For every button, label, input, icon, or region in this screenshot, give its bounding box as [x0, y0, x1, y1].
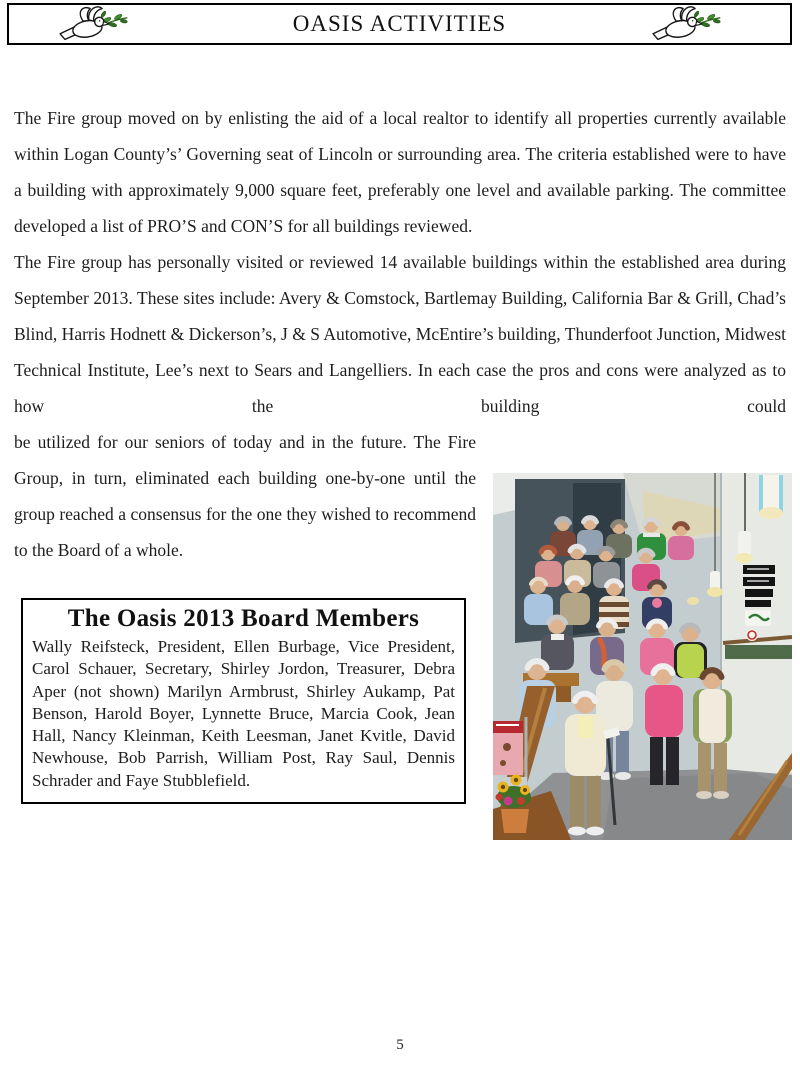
- dove-olive-branch-icon: [644, 3, 728, 45]
- page-number: 5: [396, 1037, 404, 1053]
- board-members-box: [21, 598, 466, 804]
- page-footer: [0, 1036, 800, 1054]
- page-title: OASIS ACTIVITIES: [292, 11, 507, 36]
- board-members-title: The Oasis 2013 Board Members: [67, 605, 420, 632]
- header-banner: [7, 3, 792, 45]
- paragraph-fire-group-realtor: The Fire group moved on by enlisting the aid of a local realtor to identify all properties currently available within Logan County’s’ Governing seat of Lincoln or surrounding area. The criteria established were to have a building with approximately 9,000 square feet, preferably one level and available parking. The committee developed a list of PRO’S and CON’S for all buildings reviewed.: [14, 108, 786, 236]
- paragraph-buildings-visited-continued: be utilized for our seniors of today and in the future. The Fire Group, in turn, eliminated each building one-by-one until the group reached a consensus for the one they wished to recommend to the Board of a whole.: [14, 432, 476, 560]
- paragraph-buildings-visited: The Fire group has personally visited or reviewed 14 available buildings within the established area during September 2013. These sites include: Avery & Comstock, Bartlemay Building, California Bar & Grill, Chad’s Blind, Harris Hodnett & Dickerson’s, J & S Automotive, McEntire’s building, Thunderfoot Junction, Midwest Technical Institute, Lee’s next to Sears and Langelliers. In each case the pros and cons were analyzed as to how the building could: [14, 252, 786, 416]
- board-members-list: Wally Reifsteck, President, Ellen Burbage, Vice President, Carol Schauer, Secretary, Shirley Jordon, Treasurer, Debra Aper (not shown) Marilyn Armbrust, Shirley Aukamp, Pat Benson, Harold Boyer, Lynnette Bruce, Marcia Cook, Jean Hall, Nancy Kleinman, Keith Leesman, Janet Kvitle, David Newhouse, Bob Parrish, William Post, Ray Saul, Dennis Schrader and Faye Stubblefield.: [32, 637, 455, 790]
- dove-olive-branch-icon: [51, 3, 135, 45]
- main-content: [14, 100, 786, 804]
